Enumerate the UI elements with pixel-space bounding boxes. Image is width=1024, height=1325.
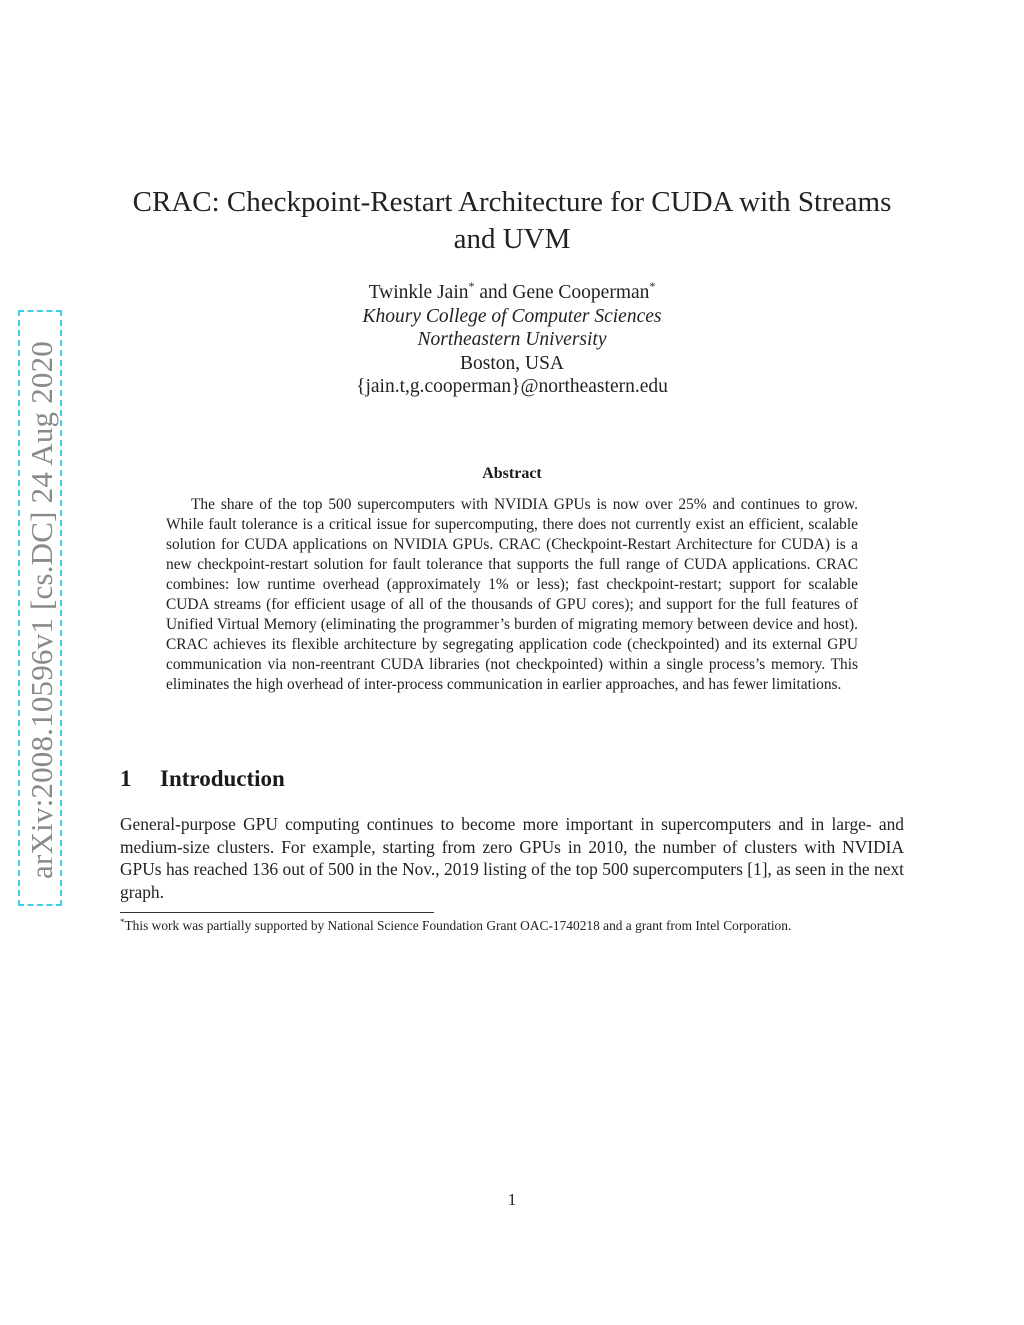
footnote-text: This work was partially supported by National Science Foundation Grant OAC-1740218 and a grant from Intel Corporation. xyxy=(124,918,792,933)
abstract-heading: Abstract xyxy=(482,465,542,482)
author-line xyxy=(220,281,804,305)
author-conjunction: and xyxy=(474,282,513,303)
section-heading xyxy=(120,766,285,792)
section-title: Introduction xyxy=(160,766,285,791)
author-footnote-mark: * xyxy=(649,279,656,293)
author-name: Twinkle Jain xyxy=(368,282,469,303)
footnote-divider xyxy=(120,912,434,913)
email: {jain.t,g.cooperman}@northeastern.edu xyxy=(356,376,668,397)
arxiv-identifier: arXiv:2008.10596v1 [cs.DC] 24 Aug 2020 xyxy=(24,340,59,880)
arxiv-stamp xyxy=(18,310,62,906)
author-footnote-mark: * xyxy=(468,279,475,293)
footnote xyxy=(120,917,904,936)
author-name: Gene Cooperman xyxy=(512,282,650,303)
university: Northeastern University xyxy=(417,329,607,350)
abstract-text: The share of the top 500 supercomputers with NVIDIA GPUs is now over 25% and continues to grow. While fault tolerance is a critical issue for supercomputing, there does not currently exist an efficient, scalable solution for CUDA applications on NVIDIA GPUs. CRAC (Checkpoint-Restart Architecture for CUDA) is a new checkpoint-restart solution for fault tolerance that supports the full range of CUDA applications. CRAC combines: low runtime overhead (approximately 1% or less); fast checkpoint-restart; support for scalable CUDA streams (for efficient usage of all of the thousands of GPU cores); and support for the full features of Unified Virtual Memory (eliminating the programmer’s burden of migrating memory between device and host). CRAC achieves its flexible architecture by segregating application code (checkpointed) and its external GPU communication via non-reentrant CUDA libraries (not checkpointed) within a single process’s memory. This eliminates the high overhead of inter-process communication in earlier approaches, and has fewer limitations. xyxy=(166,496,858,693)
page-number: 1 xyxy=(507,1190,517,1209)
location: Boston, USA xyxy=(459,352,565,374)
section-number: 1 xyxy=(120,766,132,791)
introduction-paragraph: General-purpose GPU computing continues to become more important in supercomputers and in large- and medium-size clusters. For example, starting from zero GPUs in 2010, the number of clusters with NVIDIA GPUs has reached 136 out of 500 in the Nov., 2019 listing of the top 500 supercomputers [1], as seen in the next graph. xyxy=(120,814,904,902)
affiliation: Khoury College of Computer Sciences xyxy=(362,305,662,327)
paper-title: CRAC: Checkpoint-Restart Architecture for CUDA with Streams and UVM xyxy=(132,186,892,255)
author-block xyxy=(220,281,804,399)
footnote-mark: * xyxy=(120,917,125,927)
